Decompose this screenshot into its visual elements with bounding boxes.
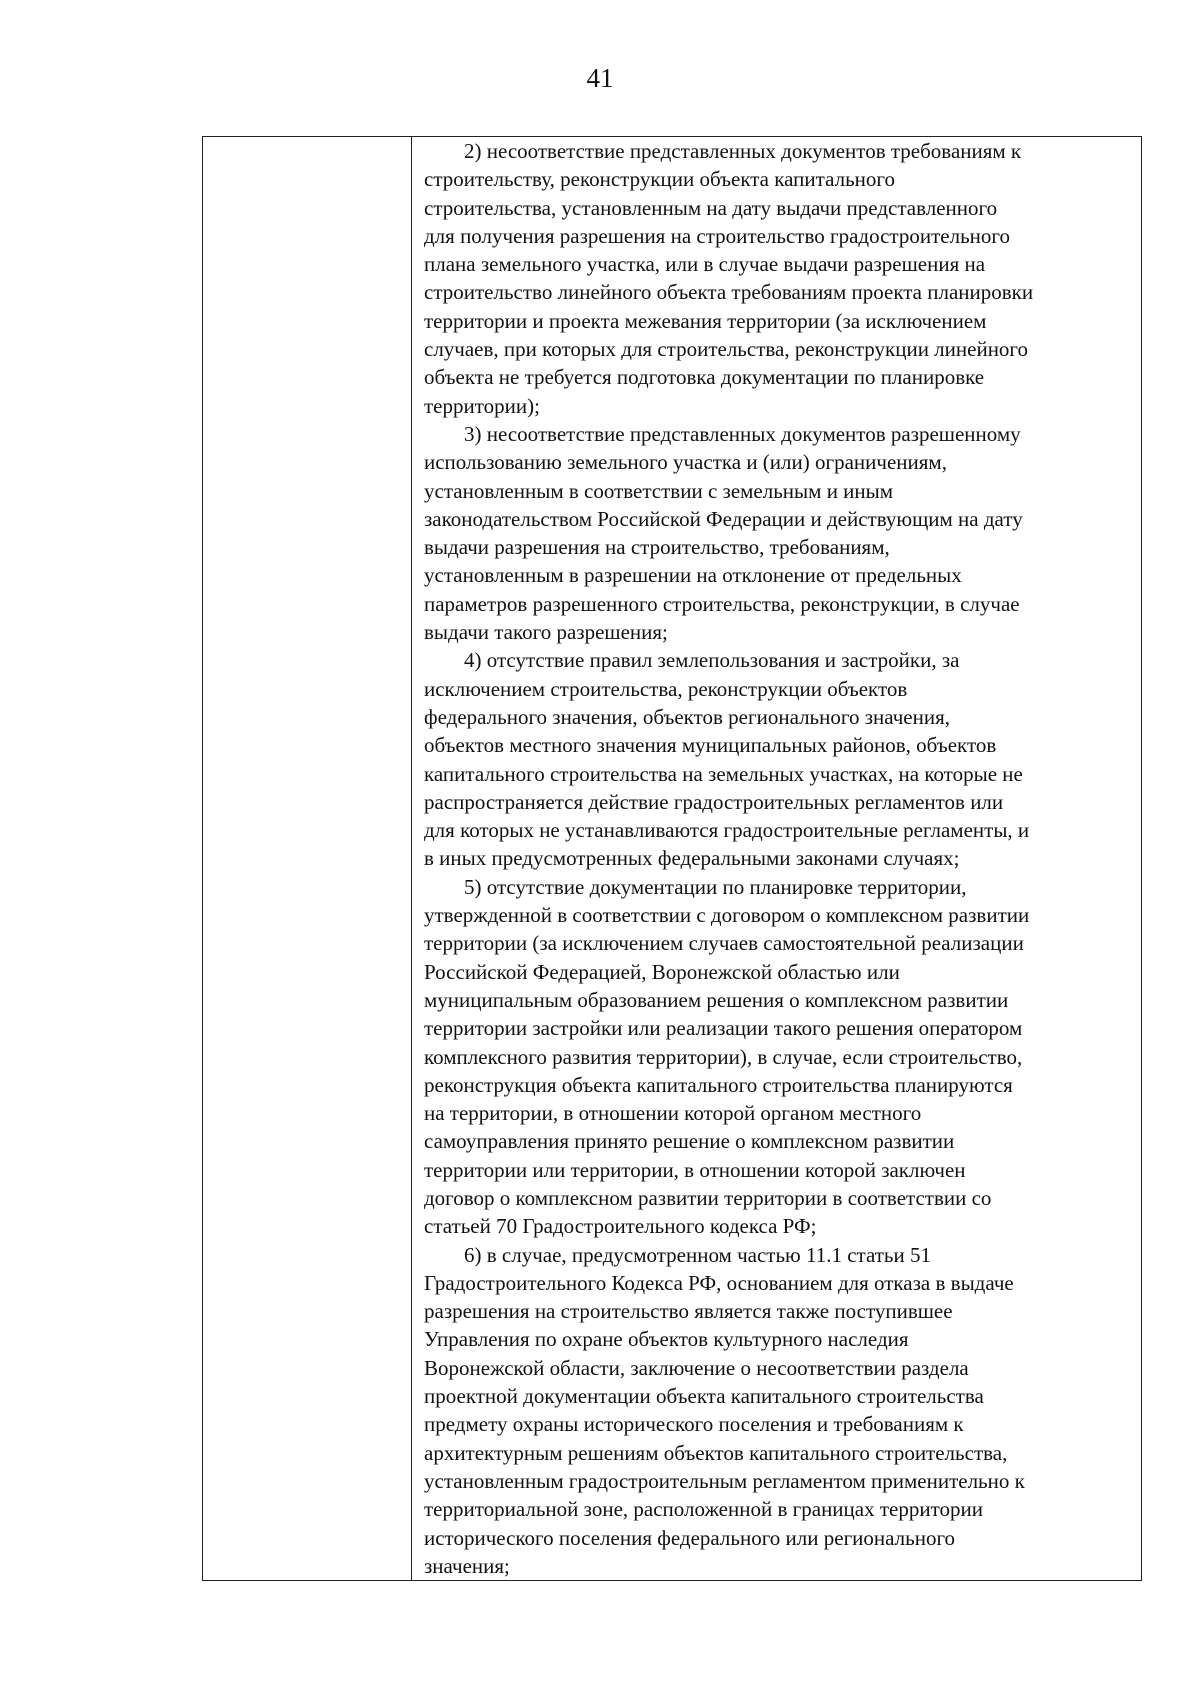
text-line: 3) несоответствие представленных документов разрешенному [464,421,1021,446]
text-line: установленным в разрешении на отклонение от предельных [424,563,962,588]
list-item [424,420,1135,646]
text-line: Воронежской области, заключение о несоответствии раздела [424,1355,969,1380]
document-table [202,136,1142,1581]
text-line: территории (за исключением случаев самостоятельной реализации [424,931,1024,956]
table-cell-right [412,137,1142,1581]
text-line: комплексного развития территории), в случае, если строительство, [424,1044,1023,1069]
text-line: муниципальным образованием решения о комплексном развитии [424,987,1009,1012]
text-line: использованию земельного участка и (или) ограничениям, [424,450,947,475]
text-line: объектов местного значения муниципальных районов, объектов [424,733,997,758]
text-line: на территории, в отношении которой органом местного [424,1101,922,1126]
text-line: строительства, установленным на дату выдачи представленного [424,195,998,220]
text-line: 2) несоответствие представленных документов требованиям к [464,139,1022,163]
text-line: в иных предусмотренных федеральными законами случаях; [424,846,960,871]
text-line: утвержденной в соответствии с договором о комплексном развитии [424,903,1030,928]
text-line: федерального значения, объектов регионального значения, [424,704,950,729]
text-line: капитального строительства на земельных участках, на которые не [424,761,1023,786]
text-line: Российской Федерацией, Воронежской областью или [424,959,900,984]
text-line: 4) отсутствие правил землепользования и застройки, за [464,648,960,673]
paragraph-list [424,137,1135,1580]
text-line: распространяется действие градостроительных регламентов или [424,789,1004,814]
text-line: случаев, при которых для строительства, реконструкции линейного [424,337,1029,362]
text-line: выдачи такого разрешения; [424,620,668,645]
text-line: параметров разрешенного строительства, реконструкции, в случае [424,591,1020,616]
text-line: установленным в соответствии с земельным и иным [424,478,894,503]
list-item [424,137,1135,420]
table-row [203,137,1142,1581]
list-item [424,646,1135,872]
text-line: территории застройки или реализации такого решения оператором [424,1016,1023,1041]
text-line: законодательством Российской Федерации и действующим на дату [424,506,1023,531]
text-line: плана земельного участка, или в случае выдачи разрешения на [424,252,986,277]
text-line: строительство линейного объекта требованиям проекта планировки [424,280,1034,305]
text-line: статьей 70 Градостроительного кодекса РФ; [424,1214,817,1239]
text-line: значения; [424,1553,510,1578]
text-line: исторического поселения федерального или регионального [424,1525,956,1550]
text-line: для получения разрешения на строительство градостроительного [424,223,1010,248]
text-line: договор о комплексном развитии территории в соответствии со [424,1185,992,1210]
text-line: проектной документации объекта капитального строительства [424,1384,984,1409]
page-number: 41 [586,63,614,93]
table-cell-left [203,137,412,1581]
text-line: самоуправления принято решение о комплексном развитии [424,1129,955,1154]
text-line: установленным градостроительным регламентом применительно к [424,1468,1025,1493]
text-line: территории); [424,393,540,418]
text-line: объекта не требуется подготовка документации по планировке [424,365,985,390]
text-line: архитектурным решениям объектов капитального строительства, [424,1440,1008,1465]
text-line: предмету охраны исторического поселения и требованиям к [424,1412,964,1437]
text-line: территории и проекта межевания территории (за исключением [424,308,987,333]
text-line: строительству, реконструкции объекта капитального [424,167,895,192]
text-line: выдачи разрешения на строительство, требованиям, [424,535,890,560]
text-line: разрешения на строительство является также поступившее [424,1299,953,1324]
text-line: 6) в случае, предусмотренном частью 11.1 статьи 51 [464,1242,931,1267]
text-line: 5) отсутствие документации по планировке территории, [464,874,967,899]
text-line: исключением строительства, реконструкции объектов [424,676,908,701]
list-item [424,873,1135,1241]
text-line: Управления по охране объектов культурного наследия [424,1327,909,1352]
text-line: реконструкция объекта капитального строительства планируются [424,1072,1013,1097]
text-line: территориальной зоне, расположенной в границах территории [424,1497,983,1522]
text-line: Градостроительного Кодекса РФ, основанием для отказа в выдаче [424,1270,1014,1295]
list-item [424,1241,1135,1581]
text-line: территории или территории, в отношении которой заключен [424,1157,966,1182]
text-line: для которых не устанавливаются градостроительные регламенты, и [424,818,1030,843]
